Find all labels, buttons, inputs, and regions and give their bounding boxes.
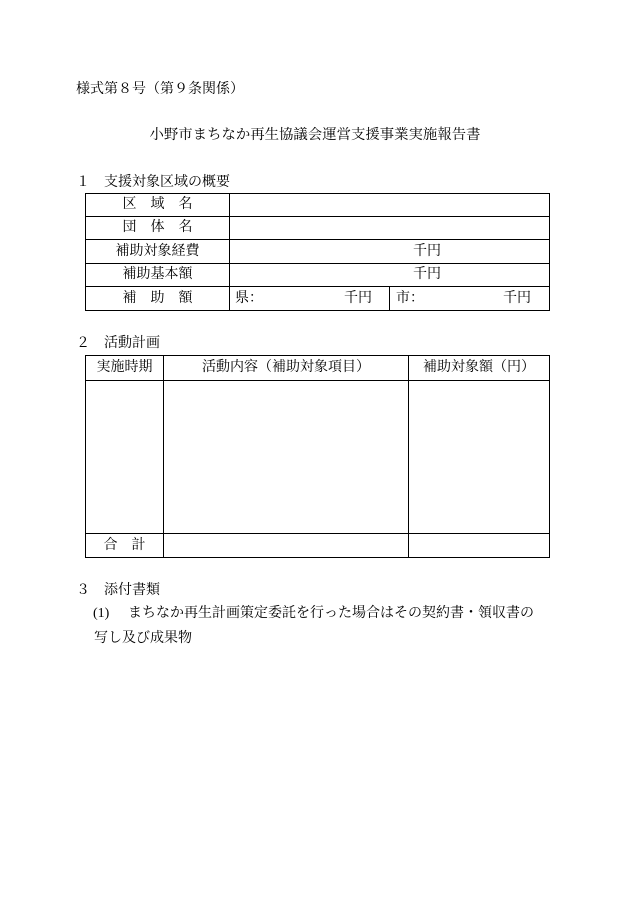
eligible-cost-unit: 千円 <box>413 243 441 259</box>
row-label-organization-name: 団 体 名 <box>86 217 229 239</box>
organization-name-value-cell <box>230 217 549 239</box>
document-title: 小野市まちなか再生協議会運営支援事業実施報告書 <box>149 127 481 143</box>
list-item-text-line-2: 写し及び成果物 <box>94 631 192 646</box>
total-label: 合 計 <box>86 534 163 557</box>
row-label-base-amount: 補助基本額 <box>86 264 229 286</box>
prefecture-subsidy-cell <box>230 287 389 310</box>
row-label-area-name: 区 域 名 <box>86 194 229 216</box>
section-heading-attachments: ３ 添付書類 <box>76 583 160 598</box>
activity-body-cell <box>164 381 408 533</box>
base-amount-value-cell <box>230 264 549 286</box>
city-unit: 千円 <box>503 290 531 306</box>
activity-plan-table <box>85 355 550 558</box>
row-label-subsidy-amount: 補 助 額 <box>86 287 229 310</box>
eligible-cost-value-cell <box>230 240 549 263</box>
column-header-amount: 補助対象額（円） <box>409 356 549 380</box>
total-activity-cell <box>164 534 408 557</box>
area-name-value-cell <box>230 194 549 216</box>
city-subsidy-cell <box>390 287 549 310</box>
base-amount-unit: 千円 <box>413 267 441 282</box>
section-heading-activity-plan: ２ 活動計画 <box>76 336 160 351</box>
prefecture-label: 県： <box>235 290 263 306</box>
amount-body-cell <box>409 381 549 533</box>
column-header-period: 実施時期 <box>86 356 163 380</box>
row-label-eligible-cost: 補助対象経費 <box>86 240 229 263</box>
column-header-activity: 活動内容（補助対象項目） <box>164 356 408 380</box>
list-item-marker: (1) <box>93 606 110 621</box>
section-heading-area-overview: １ 支援対象区域の概要 <box>76 175 230 190</box>
list-item-text-line-1: まちなか再生計画策定委託を行った場合はその契約書・領収書の <box>128 606 534 621</box>
total-amount-cell <box>409 534 549 557</box>
form-number: 様式第８号（第９条関係） <box>76 82 244 97</box>
city-label: 市： <box>396 290 424 306</box>
prefecture-unit: 千円 <box>344 290 372 306</box>
period-body-cell <box>86 381 163 533</box>
area-overview-table <box>85 193 550 311</box>
